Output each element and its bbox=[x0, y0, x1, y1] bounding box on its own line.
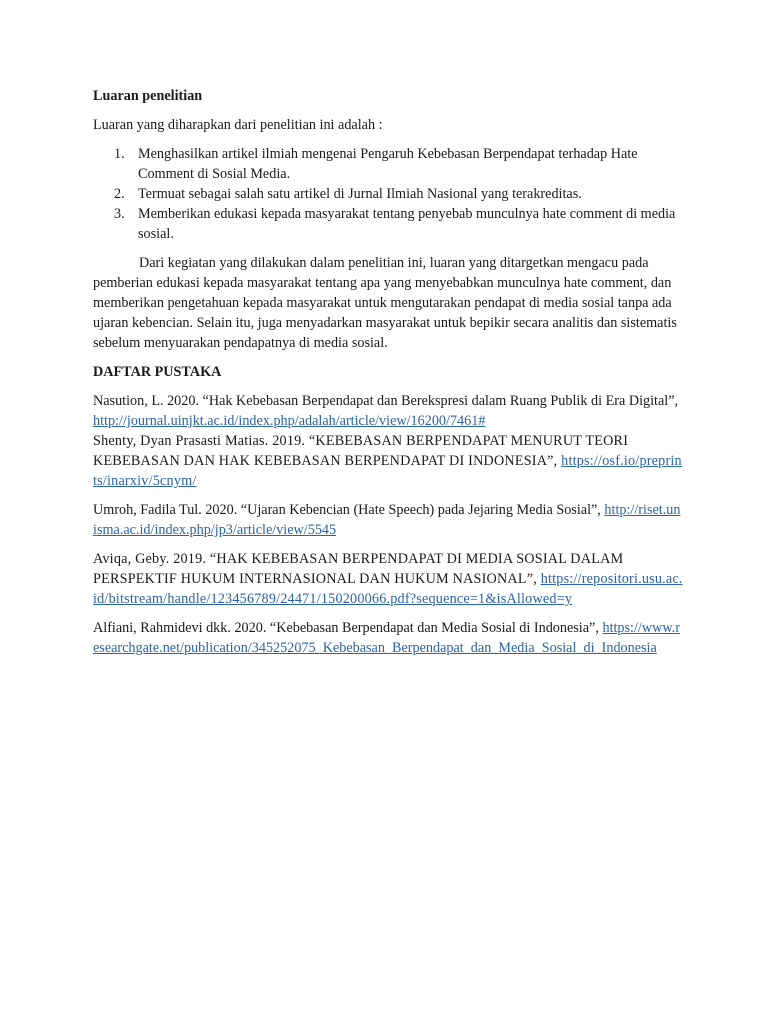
reference-text: Nasution, L. 2020. “Hak Kebebasan Berpendapat dan Berekspresi dalam Ruang Publik di Era Digital”, bbox=[93, 393, 679, 409]
list-item bbox=[93, 184, 683, 204]
document-page bbox=[93, 86, 683, 667]
reference-link[interactable]: http://journal.uinjkt.ac.id/index.php/adalah/article/view/16200/7461# bbox=[93, 413, 486, 429]
output-list bbox=[93, 144, 683, 244]
list-item-text: Memberikan edukasi kepada masyarakat tentang penyebab munculnya hate comment di media sosial. bbox=[138, 206, 676, 242]
output-paragraph: Dari kegiatan yang dilakukan dalam penelitian ini, luaran yang ditargetkan mengacu pada pemberian edukasi kepada masyarakat tentang apa yang menyebabkan munculnya hate comment, dan memberikan pengetahuan kepada masyarakat untuk mengutarakan pendapat di media sosial tanpa ada ujaran kebencian. Selain itu, juga menyadarkan masyarakat untuk bepikir secara analitis dan sistematis sebelum menyuarakan pendapatnya di media sosial. bbox=[93, 255, 677, 351]
list-item-number: 3. bbox=[114, 206, 125, 222]
list-item-number: 1. bbox=[114, 146, 125, 162]
list-item bbox=[93, 204, 683, 244]
list-item-number: 2. bbox=[114, 186, 125, 202]
reference-entry bbox=[93, 391, 683, 431]
reference-text: Alfiani, Rahmidevi dkk. 2020. “Kebebasan Berpendapat dan Media Sosial di Indonesia”, bbox=[93, 620, 603, 636]
reference-link[interactable]: http://riset.unisma.ac.id/index.php/jp3/article/view/5545 bbox=[93, 502, 681, 538]
list-item-text: Termuat sebagai salah satu artikel di Jurnal Ilmiah Nasional yang terakreditas. bbox=[138, 186, 582, 202]
reference-text: Aviqa, Geby. 2019. “HAK KEBEBASAN BERPENDAPAT DI MEDIA SOSIAL DALAM PERSPEKTIF HUKUM INTERNASIONAL DAN HUKUM NASIONAL”, bbox=[93, 551, 624, 587]
output-intro: Luaran yang diharapkan dari penelitian ini adalah : bbox=[93, 117, 383, 133]
reference-link[interactable]: https://www.researchgate.net/publication/345252075_Kebebasan_Berpendapat_dan_Media_Sosial_di_Indonesia bbox=[93, 620, 680, 656]
section-heading-luaran: Luaran penelitian bbox=[93, 88, 203, 104]
reference-text: Umroh, Fadila Tul. 2020. “Ujaran Kebencian (Hate Speech) pada Jejaring Media Sosial”, bbox=[93, 502, 605, 518]
reference-entry bbox=[93, 431, 683, 491]
reference-link[interactable]: https://osf.io/preprints/inarxiv/5cnym/ bbox=[93, 453, 682, 489]
list-item-text: Menghasilkan artikel ilmiah mengenai Pengaruh Kebebasan Berpendapat terhadap Hate Comment di Sosial Media. bbox=[138, 146, 638, 182]
reference-link[interactable]: https://repositori.usu.ac.id/bitstream/handle/123456789/24471/150200066.pdf?sequence=1&isAllowed=y bbox=[93, 571, 683, 607]
reference-text: Shenty, Dyan Prasasti Matias. 2019. “KEBEBASAN BERPENDAPAT MENURUT TEORI KEBEBASAN DAN HAK KEBEBASAN BERPENDAPAT DI INDONESIA”, bbox=[93, 433, 629, 469]
reference-entry bbox=[93, 549, 683, 609]
reference-entry bbox=[93, 500, 683, 540]
reference-entry bbox=[93, 618, 683, 658]
list-item bbox=[93, 144, 683, 184]
section-heading-daftar-pustaka: DAFTAR PUSTAKA bbox=[93, 364, 222, 380]
